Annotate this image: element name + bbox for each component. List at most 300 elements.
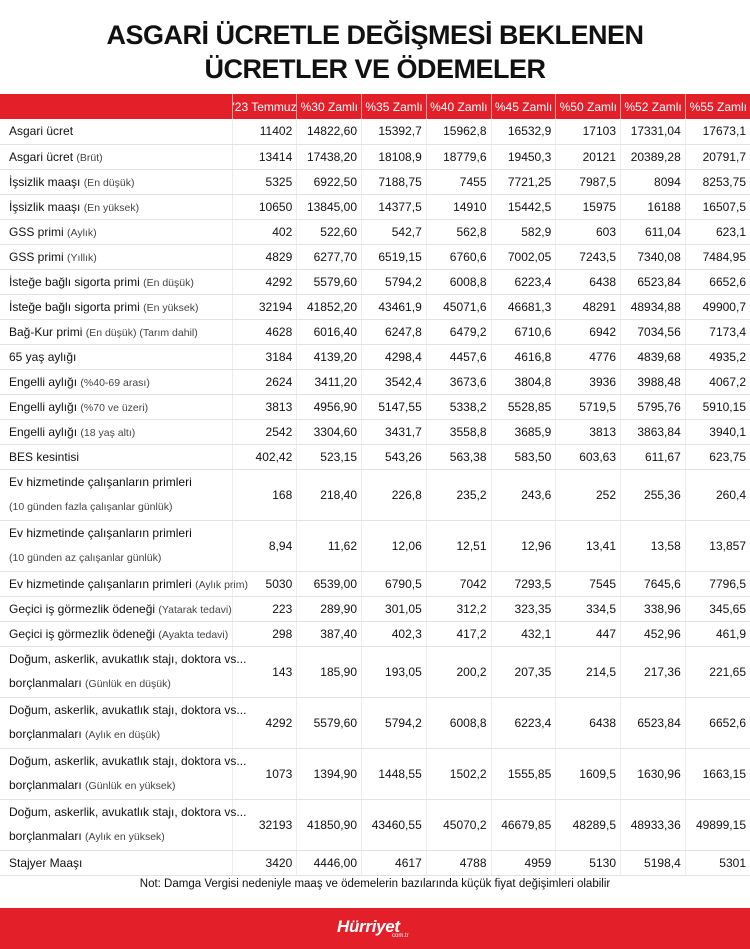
value-cell: 6016,40: [297, 319, 362, 344]
value-cell: 402,3: [362, 621, 427, 646]
value-cell: 6710,6: [491, 319, 556, 344]
value-cell: 4457,6: [426, 344, 491, 369]
row-label-continuation: borçlanmaları: [9, 676, 82, 690]
value-cell: 12,51: [426, 520, 491, 571]
row-label: Engelli aylığı: [9, 399, 78, 414]
value-cell: 1448,55: [362, 748, 427, 799]
value-cell: 252: [556, 469, 621, 520]
value-cell: 4617: [362, 850, 427, 875]
value-cell: 3304,60: [297, 419, 362, 444]
value-cell: 6247,8: [362, 319, 427, 344]
value-cell: 41850,90: [297, 799, 362, 850]
row-label-cell: [0, 697, 247, 748]
value-cell: 5338,2: [426, 394, 491, 419]
value-cell: 5325: [232, 169, 297, 194]
value-cell: 2624: [232, 369, 297, 394]
row-sublabel: (En yüksek): [83, 201, 140, 214]
row-label: İşsizlik maaşı: [9, 199, 81, 214]
value-cell: 223: [232, 596, 297, 621]
value-cell: 312,2: [426, 596, 491, 621]
table-row: [0, 697, 750, 748]
footer-bar: [0, 908, 750, 949]
table-row: [0, 344, 750, 369]
value-cell: 3673,6: [426, 369, 491, 394]
value-cell: 3685,9: [491, 419, 556, 444]
value-cell: 18108,9: [362, 144, 427, 169]
value-cell: 345,65: [685, 596, 750, 621]
value-cell: 323,35: [491, 596, 556, 621]
value-cell: 301,05: [362, 596, 427, 621]
value-cell: 2542: [232, 419, 297, 444]
value-cell: 6652,6: [685, 697, 750, 748]
row-label-cell: [0, 571, 248, 596]
row-label-cell: [0, 596, 232, 621]
value-cell: 6223,4: [491, 269, 556, 294]
header-cell: %35 Zamlı: [362, 94, 427, 119]
value-cell: 15442,5: [491, 194, 556, 219]
row-label-cell: [0, 294, 232, 319]
row-label-line-1: [9, 647, 247, 672]
table-row: [0, 444, 750, 469]
row-label: Engelli aylığı: [9, 374, 78, 389]
row-label: Geçici iş görmezlik ödeneği: [9, 626, 156, 641]
row-label-line-2: [9, 545, 232, 571]
value-cell: 289,90: [297, 596, 362, 621]
value-cell: 235,2: [426, 469, 491, 520]
value-cell: 6539,00: [297, 571, 362, 596]
row-sublabel: (En düşük) (Tarım dahil): [85, 326, 198, 339]
value-cell: 8094: [621, 169, 686, 194]
value-cell: 32194: [232, 294, 297, 319]
row-label-cell: [0, 621, 232, 646]
table-row: [0, 194, 750, 219]
value-cell: 3411,20: [297, 369, 362, 394]
value-cell: 4446,00: [297, 850, 362, 875]
value-cell: 3813: [556, 419, 621, 444]
value-cell: 10650: [232, 194, 297, 219]
value-cell: 3813: [232, 394, 297, 419]
value-cell: 582,9: [491, 219, 556, 244]
row-label: Doğum, askerlik, avukatlık stajı, doktora vs...: [9, 702, 247, 717]
row-label-line-1: [9, 698, 247, 723]
value-cell: 7796,5: [685, 571, 750, 596]
value-cell: 3940,1: [685, 419, 750, 444]
value-cell: 4788: [426, 850, 491, 875]
value-cell: 5301: [685, 850, 750, 875]
row-label: GSS primi: [9, 249, 64, 264]
value-cell: 417,2: [426, 621, 491, 646]
row-sublabel: (Ayakta tedavi): [158, 628, 229, 641]
table-row: [0, 144, 750, 169]
value-cell: 13414: [232, 144, 297, 169]
value-cell: 48289,5: [556, 799, 621, 850]
value-cell: 3863,84: [621, 419, 686, 444]
row-sublabel: (10 günden az çalışanlar günlük): [9, 552, 162, 564]
value-cell: 402,42: [232, 444, 297, 469]
value-cell: 522,60: [297, 219, 362, 244]
value-cell: 1502,2: [426, 748, 491, 799]
table-row: [0, 119, 750, 144]
value-cell: 611,67: [621, 444, 686, 469]
value-cell: 168: [232, 469, 297, 520]
table-row: [0, 850, 750, 875]
table-row: [0, 169, 750, 194]
value-cell: 1609,5: [556, 748, 621, 799]
table-row: [0, 219, 750, 244]
row-label-cell: [0, 144, 232, 169]
row-label-cell: [0, 394, 232, 419]
value-cell: 49899,15: [685, 799, 750, 850]
value-cell: 7455: [426, 169, 491, 194]
value-cell: 46679,85: [491, 799, 556, 850]
value-cell: 17673,1: [685, 119, 750, 144]
value-cell: 6922,50: [297, 169, 362, 194]
value-cell: 7002,05: [491, 244, 556, 269]
value-cell: 6438: [556, 269, 621, 294]
value-cell: 7042: [426, 571, 491, 596]
value-cell: 260,4: [685, 469, 750, 520]
value-cell: 4959: [491, 850, 556, 875]
row-sublabel: (En düşük): [83, 176, 135, 189]
value-cell: 6479,2: [426, 319, 491, 344]
value-cell: 12,06: [362, 520, 427, 571]
value-cell: 19450,3: [491, 144, 556, 169]
value-cell: 11,62: [297, 520, 362, 571]
value-cell: 4067,2: [685, 369, 750, 394]
value-cell: 17103: [556, 119, 621, 144]
value-cell: 461,9: [685, 621, 750, 646]
row-sublabel: (Aylık prim): [195, 578, 248, 591]
value-cell: 542,7: [362, 219, 427, 244]
table-row: [0, 646, 750, 697]
value-cell: 8,94: [232, 520, 297, 571]
row-label: Ev hizmetinde çalışanların primleri: [9, 576, 192, 591]
row-sublabel: (Günlük en yüksek): [85, 780, 176, 792]
value-cell: 3420: [232, 850, 297, 875]
value-cell: 5198,4: [621, 850, 686, 875]
table-header-row: [0, 94, 750, 119]
value-cell: 6942: [556, 319, 621, 344]
value-cell: 1555,85: [491, 748, 556, 799]
value-cell: 4628: [232, 319, 297, 344]
table-row: [0, 244, 750, 269]
value-cell: 4616,8: [491, 344, 556, 369]
value-cell: 13,857: [685, 520, 750, 571]
value-cell: 7721,25: [491, 169, 556, 194]
row-label: 65 yaş aylığı: [9, 349, 77, 364]
footnote: Not: Damga Vergisi nedeniyle maaş ve ödemelerin bazılarında küçük fiyat değişimleri olabilir: [139, 878, 611, 890]
row-label-cell: [0, 748, 247, 799]
value-cell: 5579,60: [297, 269, 362, 294]
value-cell: 3936: [556, 369, 621, 394]
value-cell: 45070,2: [426, 799, 491, 850]
wage-table: [0, 94, 750, 876]
value-cell: 338,96: [621, 596, 686, 621]
header-cell: '23 Temmuz: [232, 94, 297, 119]
row-label-cell: [0, 369, 232, 394]
header-cell-label: [0, 94, 232, 119]
value-cell: 193,05: [362, 646, 427, 697]
row-label-cell: [0, 219, 232, 244]
table-row: [0, 319, 750, 344]
row-label-line-1: [9, 470, 232, 495]
table-row: [0, 394, 750, 419]
value-cell: 14822,60: [297, 119, 362, 144]
table-row: [0, 369, 750, 394]
row-label: Ev hizmetinde çalışanların primleri: [9, 474, 192, 489]
value-cell: 6008,8: [426, 697, 491, 748]
value-cell: 11402: [232, 119, 297, 144]
value-cell: 6277,70: [297, 244, 362, 269]
value-cell: 200,2: [426, 646, 491, 697]
value-cell: 43461,9: [362, 294, 427, 319]
value-cell: 452,96: [621, 621, 686, 646]
value-cell: 5910,15: [685, 394, 750, 419]
value-cell: 6760,6: [426, 244, 491, 269]
value-cell: 20389,28: [621, 144, 686, 169]
row-sublabel: (En yüksek): [143, 301, 199, 314]
row-label-line-2: [9, 671, 232, 697]
value-cell: 5795,76: [621, 394, 686, 419]
value-cell: 5030: [232, 571, 297, 596]
title-line-1: ASGARİ ÜCRETLE DEĞİŞMESİ BEKLENEN: [106, 20, 644, 50]
value-cell: 46681,3: [491, 294, 556, 319]
header-cell: %50 Zamlı: [556, 94, 621, 119]
value-cell: 17331,04: [621, 119, 686, 144]
value-cell: 6223,4: [491, 697, 556, 748]
row-sublabel: (Yıllık): [67, 251, 97, 264]
table-row: [0, 571, 750, 596]
table-row: [0, 596, 750, 621]
row-label: İşsizlik maaşı: [9, 174, 81, 189]
value-cell: 5528,85: [491, 394, 556, 419]
value-cell: 14377,5: [362, 194, 427, 219]
value-cell: 1630,96: [621, 748, 686, 799]
value-cell: 387,40: [297, 621, 362, 646]
value-cell: 15975: [556, 194, 621, 219]
value-cell: 15392,7: [362, 119, 427, 144]
value-cell: 6519,15: [362, 244, 427, 269]
row-label-cell: [0, 799, 247, 850]
value-cell: 432,1: [491, 621, 556, 646]
row-sublabel: (Aylık): [67, 226, 97, 239]
value-cell: 143: [232, 646, 297, 697]
value-cell: 6523,84: [621, 269, 686, 294]
table-body: [0, 119, 750, 875]
value-cell: 226,8: [362, 469, 427, 520]
row-sublabel: (%40-69 arası): [80, 376, 150, 389]
row-label: Asgari ücret: [9, 149, 74, 164]
value-cell: 221,65: [685, 646, 750, 697]
value-cell: 41852,20: [297, 294, 362, 319]
row-label-line-2: [9, 773, 232, 799]
value-cell: 7173,4: [685, 319, 750, 344]
value-cell: 3431,7: [362, 419, 427, 444]
value-cell: 5147,55: [362, 394, 427, 419]
row-label: İsteğe bağlı sigorta primi: [9, 274, 140, 289]
row-label: Bağ-Kur primi: [9, 324, 83, 339]
value-cell: 7545: [556, 571, 621, 596]
page-title: [0, 18, 750, 86]
value-cell: 5719,5: [556, 394, 621, 419]
value-cell: 447: [556, 621, 621, 646]
value-cell: 6008,8: [426, 269, 491, 294]
value-cell: 16507,5: [685, 194, 750, 219]
row-label-cell: [0, 269, 232, 294]
row-sublabel: (18 yaş altı): [80, 426, 136, 439]
value-cell: 5794,2: [362, 269, 427, 294]
row-label: Engelli aylığı: [9, 424, 78, 439]
value-cell: 218,40: [297, 469, 362, 520]
row-label: Doğum, askerlik, avukatlık stajı, doktora vs...: [9, 804, 247, 819]
value-cell: 48934,88: [621, 294, 686, 319]
value-cell: 49900,7: [685, 294, 750, 319]
row-label-line-1: [9, 800, 247, 825]
value-cell: 18779,6: [426, 144, 491, 169]
value-cell: 3804,8: [491, 369, 556, 394]
value-cell: 6523,84: [621, 697, 686, 748]
row-label-line-2: [9, 494, 232, 520]
row-label-continuation: borçlanmaları: [9, 829, 82, 843]
value-cell: 5794,2: [362, 697, 427, 748]
value-cell: 523,15: [297, 444, 362, 469]
value-cell: 4829: [232, 244, 297, 269]
table-row: [0, 520, 750, 571]
value-cell: 583,50: [491, 444, 556, 469]
hurriyet-logo[interactable]: Hürriyet: [337, 917, 400, 936]
header-cell: %52 Zamlı: [621, 94, 686, 119]
value-cell: 243,6: [491, 469, 556, 520]
table-row: [0, 419, 750, 444]
value-cell: 6652,6: [685, 269, 750, 294]
row-label-continuation: borçlanmaları: [9, 727, 82, 741]
value-cell: 3988,48: [621, 369, 686, 394]
value-cell: 48291: [556, 294, 621, 319]
value-cell: 1073: [232, 748, 297, 799]
value-cell: 20791,7: [685, 144, 750, 169]
row-label-cell: [0, 344, 232, 369]
value-cell: 4292: [232, 697, 297, 748]
row-label-cell: [0, 194, 232, 219]
table-row: [0, 748, 750, 799]
table-row: [0, 269, 750, 294]
value-cell: 6790,5: [362, 571, 427, 596]
value-cell: 5130: [556, 850, 621, 875]
row-sublabel: (Günlük en düşük): [85, 678, 171, 690]
value-cell: 16532,9: [491, 119, 556, 144]
value-cell: 48933,36: [621, 799, 686, 850]
value-cell: 7243,5: [556, 244, 621, 269]
value-cell: 603: [556, 219, 621, 244]
value-cell: 4956,90: [297, 394, 362, 419]
value-cell: 1394,90: [297, 748, 362, 799]
value-cell: 563,38: [426, 444, 491, 469]
row-label-cell: [0, 319, 232, 344]
value-cell: 17438,20: [297, 144, 362, 169]
row-label-cell: [0, 244, 232, 269]
row-label: Stajyer Maaşı: [9, 855, 83, 870]
value-cell: 12,96: [491, 520, 556, 571]
header-cell: %45 Zamlı: [491, 94, 556, 119]
value-cell: 7188,75: [362, 169, 427, 194]
value-cell: 217,36: [621, 646, 686, 697]
row-label: Asgari ücret: [9, 124, 74, 139]
row-label-cell: [0, 419, 232, 444]
value-cell: 13,41: [556, 520, 621, 571]
value-cell: 7645,6: [621, 571, 686, 596]
row-label-cell: [0, 850, 232, 875]
row-label-line-1: [9, 521, 232, 546]
row-sublabel: (En düşük): [143, 276, 194, 289]
value-cell: 43460,55: [362, 799, 427, 850]
table-row: [0, 799, 750, 850]
value-cell: 543,26: [362, 444, 427, 469]
row-sublabel: (Aylık en düşük): [85, 729, 161, 741]
row-label-cell: [0, 119, 232, 144]
value-cell: 214,5: [556, 646, 621, 697]
row-label-cell: [0, 469, 232, 520]
value-cell: 4935,2: [685, 344, 750, 369]
value-cell: 207,35: [491, 646, 556, 697]
value-cell: 623,75: [685, 444, 750, 469]
value-cell: 5579,60: [297, 697, 362, 748]
value-cell: 1663,15: [685, 748, 750, 799]
value-cell: 603,63: [556, 444, 621, 469]
value-cell: 4776: [556, 344, 621, 369]
value-cell: 8253,75: [685, 169, 750, 194]
row-label-cell: [0, 444, 232, 469]
title-line-2: ÜCRETLER VE ÖDEMELER: [204, 54, 546, 84]
row-label: İsteğe bağlı sigorta primi: [9, 299, 140, 314]
logo-domain: com.tr: [392, 933, 409, 939]
value-cell: 14910: [426, 194, 491, 219]
table-row: [0, 469, 750, 520]
row-label-continuation: borçlanmaları: [9, 778, 82, 792]
header-cell: %30 Zamlı: [297, 94, 362, 119]
row-label: Geçici iş görmezlik ödeneği: [9, 601, 156, 616]
value-cell: 255,36: [621, 469, 686, 520]
value-cell: 6438: [556, 697, 621, 748]
value-cell: 298: [232, 621, 297, 646]
row-label-cell: [0, 169, 232, 194]
row-label-cell: [0, 646, 247, 697]
value-cell: 20121: [556, 144, 621, 169]
value-cell: 562,8: [426, 219, 491, 244]
value-cell: 7340,08: [621, 244, 686, 269]
value-cell: 45071,6: [426, 294, 491, 319]
value-cell: 623,1: [685, 219, 750, 244]
row-sublabel: (Brüt): [76, 151, 103, 164]
value-cell: 7484,95: [685, 244, 750, 269]
value-cell: 3542,4: [362, 369, 427, 394]
value-cell: 7293,5: [491, 571, 556, 596]
value-cell: 4298,4: [362, 344, 427, 369]
row-sublabel: (10 günden fazla çalışanlar günlük): [9, 501, 173, 513]
row-sublabel: (Aylık en yüksek): [85, 831, 165, 843]
row-sublabel: (%70 ve üzeri): [80, 401, 149, 414]
row-label-cell: [0, 520, 232, 571]
value-cell: 7034,56: [621, 319, 686, 344]
value-cell: 15962,8: [426, 119, 491, 144]
value-cell: 32193: [232, 799, 297, 850]
table-row: [0, 621, 750, 646]
value-cell: 334,5: [556, 596, 621, 621]
row-label-line-1: [9, 749, 247, 774]
header-cell: %55 Zamlı: [685, 94, 750, 119]
row-label: Doğum, askerlik, avukatlık stajı, doktora vs...: [9, 753, 247, 768]
value-cell: 4839,68: [621, 344, 686, 369]
value-cell: 13845,00: [297, 194, 362, 219]
